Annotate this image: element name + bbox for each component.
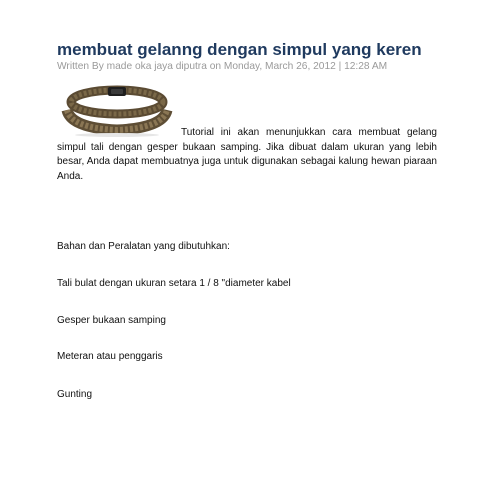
article-title: membuat gelanng dengan simpul yang keren (57, 40, 422, 59)
intro-paragraph: Tutorial ini akan menunjukkan cara membuat gelang simpul tali dengan gesper bukaan samping. Jika dibuat dalam ukuran yang lebih besar, Anda dapat membuatnya juga untuk digunakan sebagai kalung hewan piaraan Anda. (57, 127, 437, 182)
materials-item: Gesper bukaan samping (57, 315, 166, 326)
materials-item: Gunting (57, 389, 93, 400)
materials-heading: Bahan dan Peralatan yang dibutuhkan: (57, 241, 230, 252)
materials-item: Tali bulat dengan ukuran setara 1 / 8 "diameter kabel (57, 278, 291, 289)
article-byline: Written By made oka jaya diputra on Monday, March 26, 2012 | 12:28 AM (57, 61, 388, 72)
materials-item: Meteran atau penggaris (57, 351, 163, 362)
